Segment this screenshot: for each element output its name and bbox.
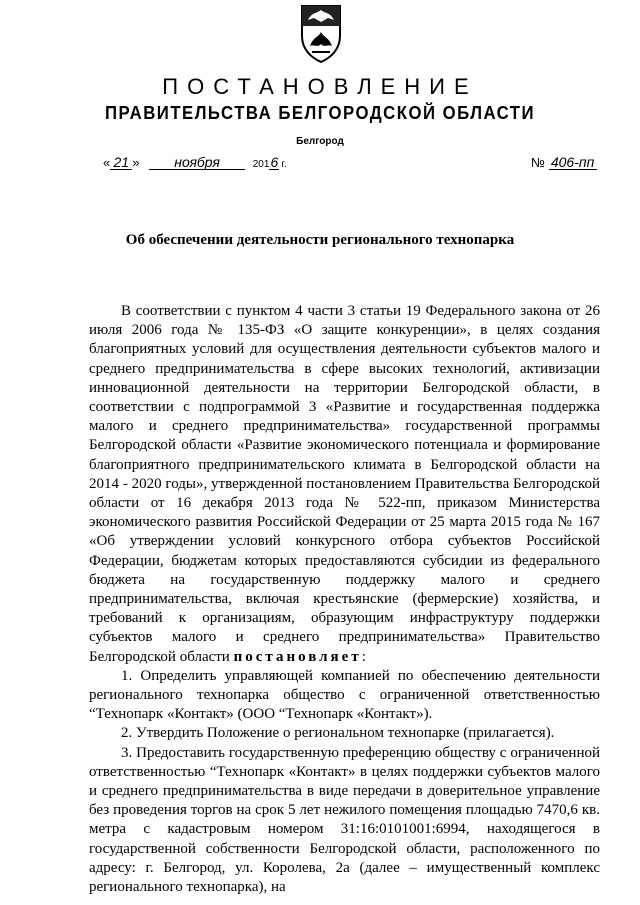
document-body bbox=[89, 302, 600, 897]
document-subject-title: Об обеспечении деятельности регионального технопарка bbox=[125, 232, 515, 248]
number-sign: № bbox=[531, 155, 545, 170]
resolve-colon: : bbox=[361, 648, 366, 665]
date-year-suffix: 6 bbox=[270, 154, 279, 170]
document-number bbox=[531, 155, 597, 170]
paragraph-item-2: 2. Утвердить Положение о региональном технопарке (прилагается). bbox=[121, 725, 555, 742]
date-close-quote: » bbox=[132, 155, 140, 170]
issuing-authority-heading: ПРАВИТЕЛЬСТВА БЕЛГОРОДСКОЙ ОБЛАСТИ bbox=[104, 103, 536, 123]
date-year-prefix: 201 bbox=[252, 159, 270, 170]
city-name: Белгород bbox=[296, 136, 344, 147]
coat-of-arms-emblem bbox=[296, 2, 346, 64]
document-type-heading: ПОСТАНОВЛЕНИЕ bbox=[162, 74, 478, 99]
number-value: 406-пп bbox=[549, 155, 597, 170]
preamble-text: В соответствии с пунктом 4 части 3 статьи 19 Федерального закона от 26 июля 2006 года № 135-ФЗ «О защите конкуренции», в целях создания благоприятных условий для осуществления деятельности субъектов малого и среднего предпринимательства в сфере высоких технологий, активизации инновационной деятельности на территории Белгородской области, в соответствии с подпрограммой 3 «Развитие и государственная поддержка малого и среднего предпринимательства» государственной программы Белгородской области «Развитие экономического потенциала и формирование благоприятного предпринимательского климата в Белгородской области на 2014 - 2020 годы», утвержденной постановлением Правительства Белгородской области от 16 декабря 2013 года № 522-пп, приказом Министерства экономического развития Российской Федерации от 25 марта 2015 года № 167 «Об утверждении условий конкурсного отбора субъектов Российской Федерации, бюджетам которых предоставляются субсидии из федерального бюджета на государственную поддержку малого и среднего предпринимательства, включая крестьянские (фермерские) хозяйства, и требований к организациям, образующим инфраструктуру поддержки субъектов малого и среднего предпринимательства» Правительство Белгородской области bbox=[89, 303, 600, 665]
date-day: 21 bbox=[110, 155, 132, 170]
date-month: ноября bbox=[149, 155, 245, 170]
paragraph-item-3: 3. Предоставить государственную преференцию обществу с ограниченной ответственностью “Технопарк «Контакт» в целях поддержки субъектов малого и среднего предпринимательства в виде передачи в доверительное управление без проведения торгов на срок 5 лет нежилого помещения площадью 7470,6 кв. метра с кадастровым номером 31:16:0101001:6994, находящегося в государственной собственности Белгородской области, расположенного по адресу: г. Белгород, ул. Королева, 2а (далее – имущественный комплекс регионального технопарка), на bbox=[89, 744, 600, 896]
date-open-quote: « bbox=[103, 155, 111, 170]
date-year-abbr: г. bbox=[281, 159, 287, 170]
paragraph-preamble bbox=[89, 302, 600, 667]
resolve-word: постановляет bbox=[233, 648, 362, 665]
paragraph-item-1: 1. Определить управляющей компанией по обеспечению деятельности регионального технопарка общество с ограниченной ответственностью “Технопарк «Контакт» (ООО “Технопарк «Контакт»). bbox=[89, 667, 600, 723]
document-date bbox=[103, 155, 287, 170]
